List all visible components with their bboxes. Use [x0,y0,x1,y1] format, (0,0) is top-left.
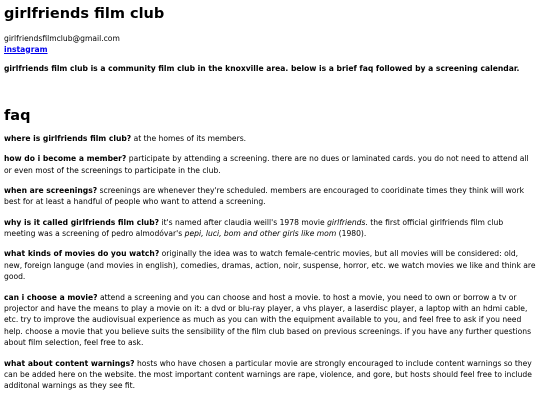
faq-answer: at the homes of its members. [133,133,247,143]
faq-answer-part: (1980). [336,229,367,239]
faq-question: how do i become a member? [4,154,127,164]
movie-title-pepi-luci-bom: pepi, luci, bom and other girls like mom [184,229,337,239]
movie-title-girlfriends: girlfriends [327,217,366,227]
faq-question: why is it called girlfriends film club? [4,217,160,227]
faq-question: what kinds of movies do you watch? [4,249,160,259]
faq-heading: faq [4,108,31,125]
faq-answer-part: . the first official girlfriends film club meeting was a screening of pedro almodóvar's [4,217,504,239]
faq-question: can i choose a movie? [4,292,98,302]
faq-question: where is girlfriends film club? [4,133,132,143]
faq-item [4,358,536,392]
faq-item [4,217,536,240]
faq-answer: originally the idea was to watch female-centric movies, but all movies will be considered: old, new, foreign languge (and movies in english), comedies, dramas, action, noir, suspense, horror, etc. we watch movies we like and think are good. [4,249,536,282]
contact-block [4,33,536,55]
site-title: girlfriends film club [4,6,165,22]
faq-item [4,248,536,282]
faq-question: when are screenings? [4,185,98,195]
faq-answer: hosts who have chosen a particular movie are strongly encouraged to include content warnings so they can be added here on the website. the most important content warnings are rape, violence, and gore, but hosts should feel free to include additonal warnings as they see fit. [4,358,532,391]
email-text: girlfriendsfilmclub@gmail.com [4,33,120,43]
faq-answer: attend a screening and you can choose and host a movie. to host a movie, you need to own or borrow a tv or projector and have the means to play a movie on it: a dvd or blu-ray player, a vhs player, a laserdisc player, a laptop with an hdmi cable, etc. try to improve the audiovisual experience as much as you can with the equipment available to you, and feel free to ask if you need help. choose a movie that you believe suits the sensibility of the film club based on previous screenings. if you have any further questions about film selection, feel free to ask. [4,292,532,348]
faq-question: what about content warnings? [4,358,135,368]
intro-text: girlfriends film club is a community film club in the knoxville area. below is a brief faq followed by a screening calendar. [4,63,520,73]
faq-item [4,133,536,144]
faq-answer: screenings are whenever they're scheduled. members are encouraged to cooridinate times they think will work best for at least a handful of people who want to attend a screening. [4,185,524,207]
faq-item [4,153,536,176]
faq-answer: participate by attending a screening. there are no dues or laminated cards. you do not need to attend all or even most of the screenings to participate in the club. [4,154,529,175]
instagram-link[interactable]: instagram [4,44,48,54]
faq-item [4,292,536,349]
faq-item [4,185,536,208]
faq-answer-part: it's named after claudia weill's 1978 movie [161,217,328,227]
